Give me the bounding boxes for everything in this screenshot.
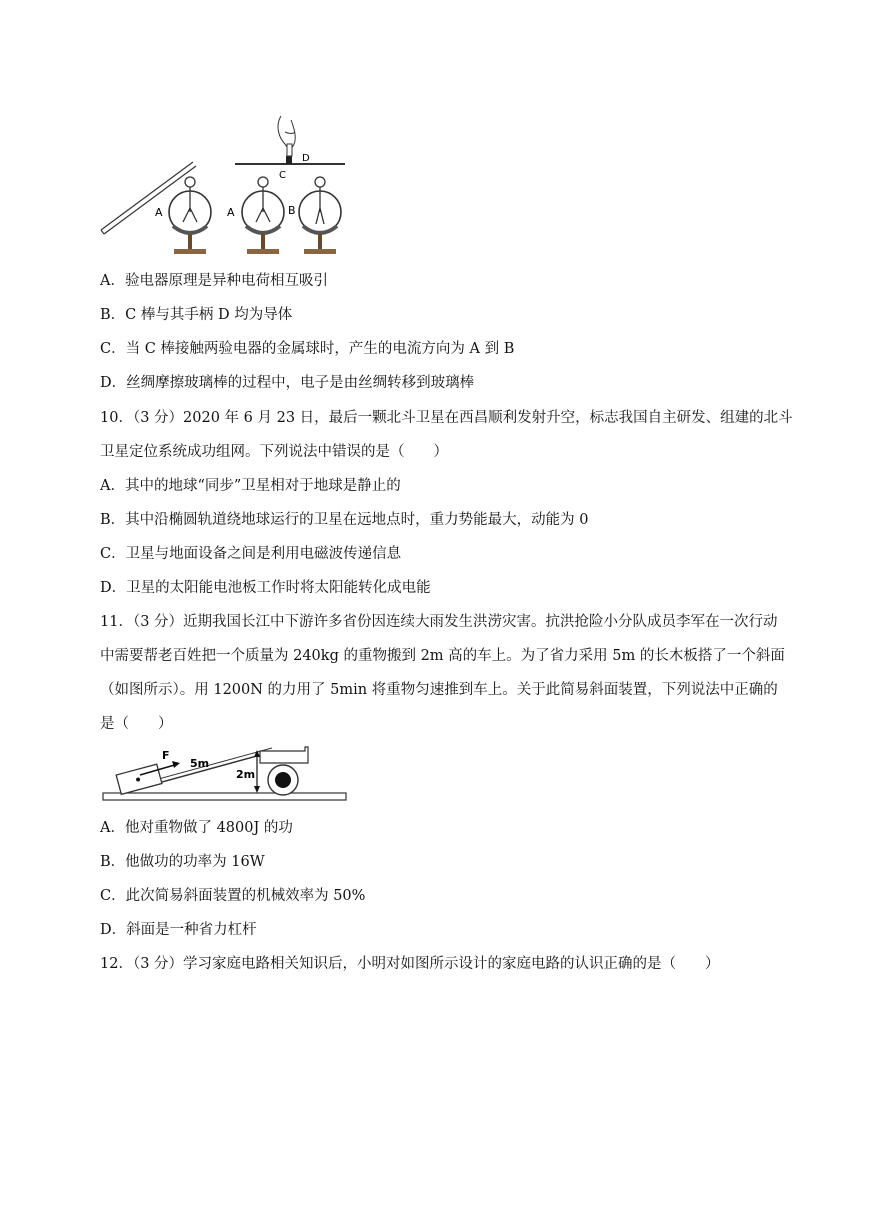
q10-option-d: D．卫星的太阳能电池板工作时将太阳能转化成电能 <box>100 580 431 596</box>
q11-stem-line1: 11．（3 分）近期我国长江中下游许多省份因连续大雨发生洪涝灾害。抗洪抢险小分队成员李军在一次行动 <box>100 614 778 630</box>
length-label: 5m <box>190 757 210 770</box>
q11-option-b: B．他做功的功率为 16W <box>100 854 265 870</box>
electroscope-b <box>299 177 341 254</box>
metal-rod-c <box>235 156 345 164</box>
q11-option-a: A．他对重物做了 4800J 的功 <box>100 820 293 836</box>
electroscope-a-left <box>169 177 211 254</box>
q10-stem-line1: 10．（3 分）2020 年 6 月 23 日，最后一颗北斗卫星在西昌顺利发射升空，标志我国自主研发、组建的北斗 <box>100 410 793 426</box>
q12-stem-line1: 12．（3 分）学习家庭电路相关知识后，小明对如图所示设计的家庭电路的认识正确的是（ ） <box>100 956 720 972</box>
q10-option-b: B．其中沿椭圆轨道绕地球运行的卫星在远地点时，重力势能最大，动能为 0 <box>100 512 589 528</box>
label-a-left: A <box>155 206 163 219</box>
q9-option-c: C．当 C 棒接触两验电器的金属球时，产生的电流方向为 A 到 B <box>100 341 515 357</box>
q10-stem-line2: 卫星定位系统成功组网。下列说法中错误的是（ ） <box>100 444 448 460</box>
label-d: D <box>302 153 310 164</box>
q11-option-c: C．此次简易斜面装置的机械效率为 50% <box>100 888 366 904</box>
q9-option-d: D．丝绸摩擦玻璃棒的过程中，电子是由丝绸转移到玻璃棒 <box>100 375 475 391</box>
force-label: F <box>162 749 170 762</box>
glass-rod <box>101 162 196 234</box>
ground <box>103 793 346 800</box>
height-label: 2m <box>236 768 256 781</box>
electroscope-a <box>242 177 284 254</box>
q10-option-c: C．卫星与地面设备之间是利用电磁波传递信息 <box>100 546 402 562</box>
hand-holding-handle <box>278 116 295 156</box>
incline-figure <box>100 745 350 805</box>
q11-option-d: D．斜面是一种省力杠杆 <box>100 922 257 938</box>
q9-option-b: B．C 棒与其手柄 D 均为导体 <box>100 307 293 323</box>
q9-option-a: A．验电器原理是异种电荷相互吸引 <box>100 273 328 289</box>
label-a-mid: A <box>227 206 235 219</box>
electroscope-figure <box>95 112 355 262</box>
label-c: C <box>279 170 286 181</box>
q11-stem-line3: （如图所示）。用 1200N 的力用了 5min 将重物匀速推到车上。关于此简易斜面装置，下列说法中正确的 <box>100 682 778 698</box>
label-b: B <box>288 204 296 217</box>
q10-option-a: A．其中的地球“同步”卫星相对于地球是静止的 <box>100 478 401 494</box>
q11-stem-line2: 中需要帮老百姓把一个质量为 240kg 的重物搬到 2m 高的车上。为了省力采用 5m 的长木板搭了一个斜面 <box>100 648 785 664</box>
box <box>116 764 162 794</box>
truck <box>260 747 308 795</box>
q11-stem-line4: 是（ ） <box>100 716 173 732</box>
